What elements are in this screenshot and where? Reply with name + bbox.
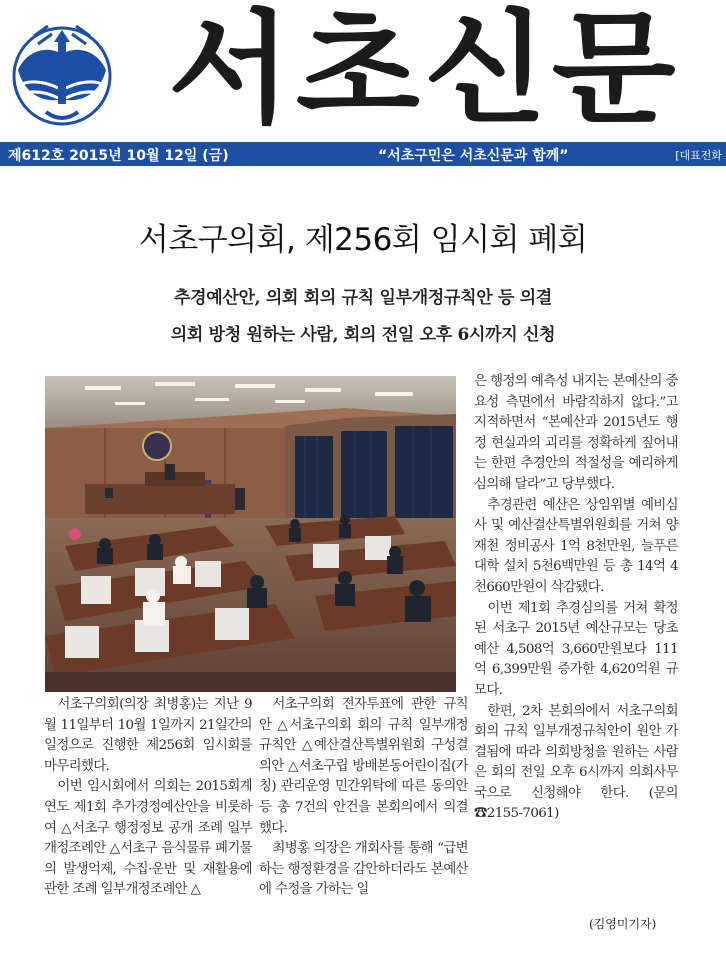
issue-date: 제612호 2015년 10월 12일 (금) [8, 148, 229, 164]
seocho-logo-icon [8, 12, 116, 130]
paragraph: 추경관련 예산은 상임위별 예비심사 및 예산결산특별위원회를 거쳐 양재천 정비공사 1억 8천만원, 늘푸른대학 설치 5천6백만원 등 총 14억 4천660만원이 삭감됐다. [474, 497, 678, 595]
article-column-3 [474, 372, 678, 825]
subhead-2: 의회 방청 원하는 사람, 회의 전일 오후 6시까지 신청 [170, 325, 556, 345]
paragraph: 서초구의회(의장 최병홍)는 지난 9월 11일부터 10월 1일까지 21일간의 일정으로 진행한 제256회 임시회를 마무리했다. [44, 697, 252, 774]
paragraph: 은 행정의 예측성 내지는 본예산의 중요성 측면에서 바람직하지 않다.”고 지적하면서 “본예산과 2015년도 행정 현실과의 괴리를 정확하게 짚어내는 한편 추경안의 적절성을 예리하게 심의해 달라”고 당부했다. [474, 374, 678, 492]
paragraph: 최병홍 의장은 개회사를 통해 “급변하는 행정환경을 감안하더라도 본예산에 수정을 가하는 일 [259, 841, 468, 898]
paragraph: 한편, 2차 본회의에서 서초구의회 회의 규칙 일부개정규칙안이 원안 가결됨에 따라 의회방청을 원하는 사람은 회의 전일 오후 6시까지 의회사무국으로 신청해야 한다. (문의 ☎2155-7061) [474, 703, 678, 822]
paragraph: 이번 제1회 추경심의를 거쳐 확정된 서초구 2015년 예산규모는 당초 예산 4,508억 3,660만원보다 111억 6,399만원 증가한 4,620억원 규모다. [474, 600, 678, 698]
article-column-1 [44, 695, 252, 901]
paragraph: 이번 임시회에서 의회는 2015회계연도 제1회 추가경정예산안을 비롯하여 △서초구 행정정보 공개 조례 일부개정조례안 △서초구 음식물류 폐기물의 발생억제, 수집·운반 및 재활용에 관한 조례 일부개정조례안 △ [44, 779, 252, 898]
paragraph: 서초구의회 전자투표에 관한 규칙안 △서초구의회 회의 규칙 일부개정규칙안 △예산결산특별위원회 구성결의안 △서초구립 방배본동어린이집(가칭) 관리운영 민간위탁에 따른 동의안 등 총 7건의 안건을 본회의에서 의결했다. [259, 697, 468, 836]
subhead-1: 추경예산안, 의회 회의 규칙 일부개정규칙안 등 의결 [174, 288, 552, 308]
byline: (김영미기자) [589, 917, 657, 931]
council-chamber-photo [45, 376, 456, 692]
masthead-title: 서초신문 [168, 0, 680, 140]
issue-bar [0, 142, 726, 166]
article-column-2 [259, 695, 468, 901]
rep-phone-label: [대표전화 [675, 149, 722, 162]
headline: 서초구의회, 제256회 임시회 폐회 [138, 222, 588, 258]
slogan: “서초구민은 서초신문과 함께” [378, 148, 569, 164]
